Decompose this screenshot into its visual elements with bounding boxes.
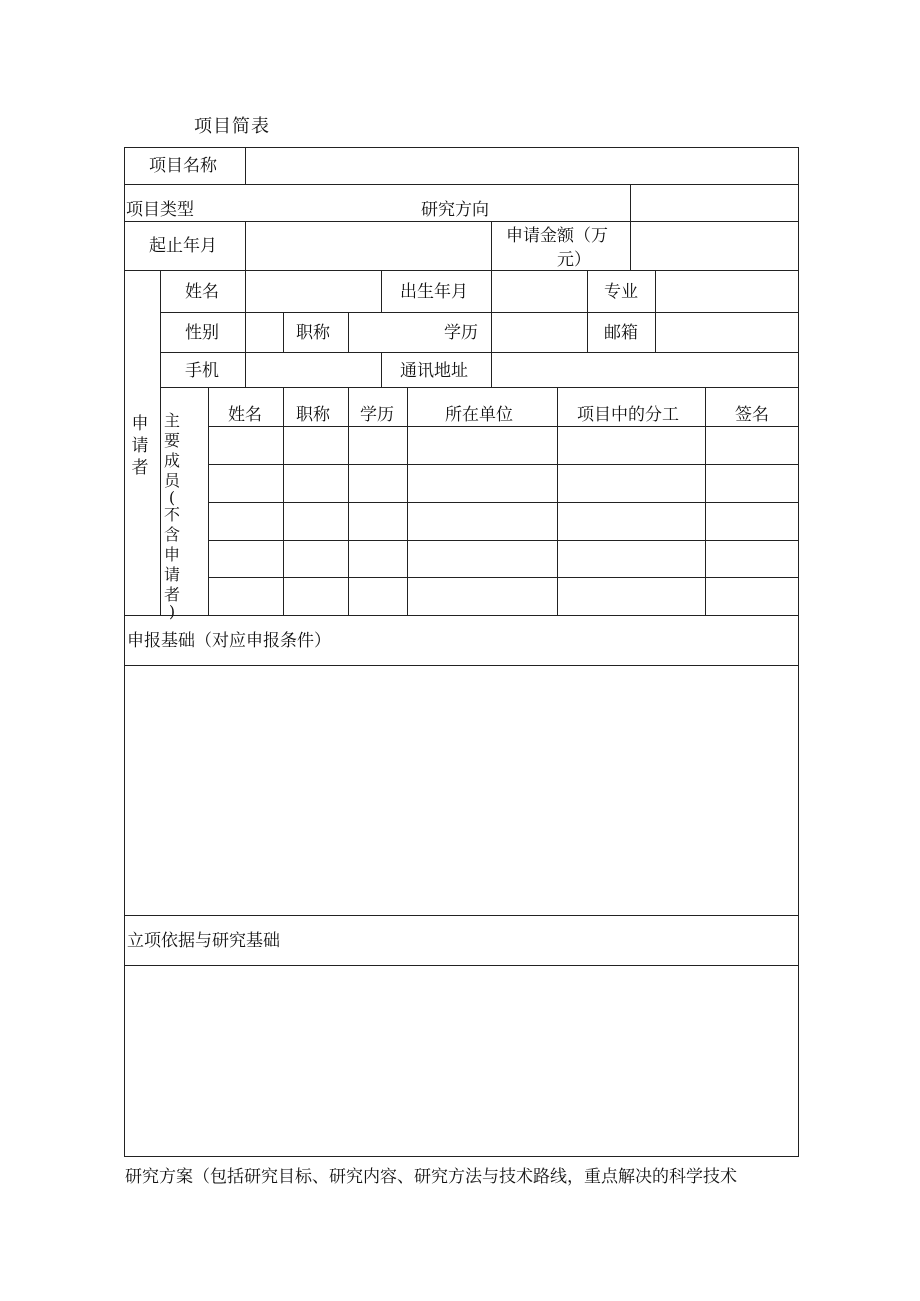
table-row[interactable] [209,578,798,615]
start-end-label: 起止年月 [149,236,217,256]
table-row[interactable] [209,541,798,577]
applicant-title-label: 职称 [296,323,330,343]
table-row[interactable] [209,503,798,540]
gender-field[interactable] [246,313,283,352]
members-section-label: 主 要 成 员 ( 不 含 申 请 者 ) [163,411,180,621]
research-direction-label: 研究方向 [421,200,489,220]
rationale-textarea[interactable] [125,966,798,1156]
applicant-name-field[interactable] [246,271,381,312]
members-header-role: 项目中的分工 [577,405,679,425]
birth-date-field[interactable] [492,271,587,312]
applicant-title-field[interactable] [349,313,439,352]
email-label: 邮箱 [604,323,638,343]
project-type-label: 项目类型 [126,200,194,220]
project-summary-form [124,147,799,1157]
birth-date-label: 出生年月 [400,282,468,302]
applicant-section-label: 申 请 者 [131,414,149,478]
phone-label: 手机 [185,361,219,381]
project-name-field[interactable] [246,148,798,184]
basis-section-label: 申报基础（对应申报条件） [127,631,331,651]
project-name-label: 项目名称 [149,156,217,176]
table-row[interactable] [209,465,798,502]
applicant-name-label: 姓名 [185,282,219,302]
members-header-signature: 签名 [735,405,769,425]
applicant-education-label: 学历 [444,323,478,343]
email-field[interactable] [656,313,798,352]
amount-label-line1: 申请金额（万 [506,226,608,246]
research-plan-heading: 研究方案（包括研究目标、研究内容、研究方法与技术路线，重点解决的科学技术 [125,1167,737,1187]
members-header-education: 学历 [360,405,394,425]
basis-textarea[interactable] [125,666,798,915]
research-direction-field[interactable] [631,185,798,221]
members-header-title: 职称 [296,405,330,425]
page-title: 项目简表 [194,116,270,137]
members-header-unit: 所在单位 [445,405,513,425]
major-field[interactable] [656,271,798,312]
table-row[interactable] [209,427,798,464]
project-type-field[interactable] [204,185,414,221]
applicant-education-field[interactable] [492,313,587,352]
address-label: 通讯地址 [400,361,468,381]
rationale-section-label: 立项依据与研究基础 [127,931,280,951]
amount-label-line2: 元） [557,250,591,270]
phone-field[interactable] [246,353,381,387]
gender-label: 性别 [185,323,219,343]
amount-field[interactable] [631,222,798,270]
members-header-name: 姓名 [228,405,262,425]
major-label: 专业 [604,282,638,302]
start-end-field[interactable] [246,222,491,270]
address-field[interactable] [492,353,798,387]
